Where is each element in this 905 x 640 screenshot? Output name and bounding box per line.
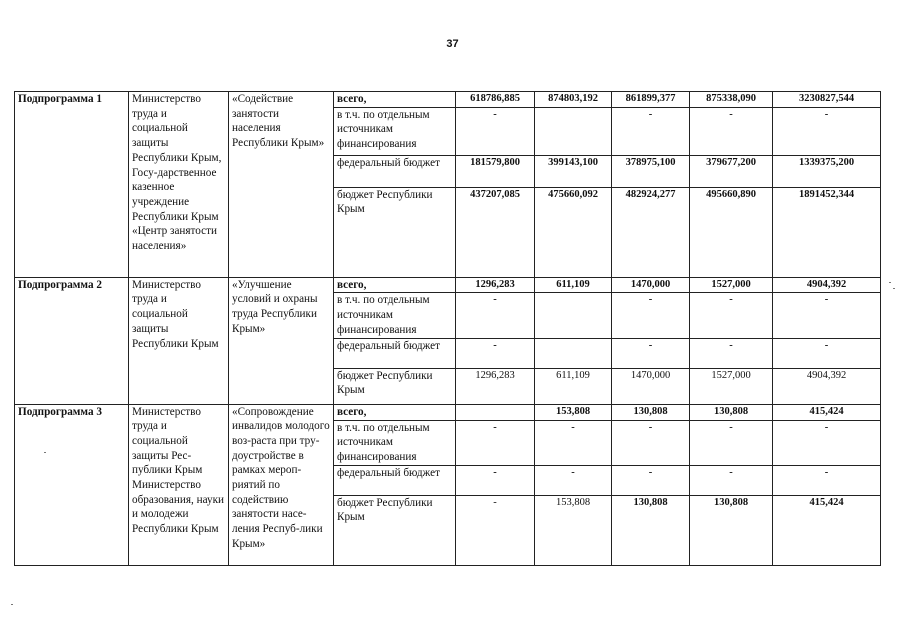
- funding-source: всего,: [334, 277, 456, 293]
- value-cell: 415,424: [773, 495, 881, 565]
- value-cell: 1470,000: [612, 368, 690, 404]
- value-cell: -: [773, 465, 881, 495]
- scan-speck: [11, 604, 13, 605]
- event-name: «Сопровождение инвалидов молодого воз-раста при тру-доустройстве в рамках мероп-риятий по содействию занятости насе-ления Респуб-лики Крым»: [229, 404, 334, 565]
- value-cell: 875338,090: [690, 92, 773, 108]
- value-cell: 611,109: [535, 277, 612, 293]
- value-cell: 1891452,344: [773, 187, 881, 277]
- funding-source: федеральный бюджет: [334, 155, 456, 187]
- value-cell: 1527,000: [690, 368, 773, 404]
- responsible-executor: Министерство труда и социальной защиты Республики Крым, Госу-дарственное казенное учреждение Республики Крым «Центр занятости населения»: [129, 92, 229, 278]
- value-cell: 130,808: [612, 404, 690, 420]
- value-cell: [535, 293, 612, 338]
- value-cell: 618786,885: [456, 92, 535, 108]
- value-cell: 611,109: [535, 368, 612, 404]
- value-cell: 1296,283: [456, 368, 535, 404]
- value-cell: [535, 107, 612, 155]
- value-cell: -: [456, 495, 535, 565]
- value-cell: 181579,800: [456, 155, 535, 187]
- scan-speck: [893, 288, 895, 289]
- value-cell: -: [612, 293, 690, 338]
- value-cell: [535, 338, 612, 368]
- value-cell: -: [690, 420, 773, 465]
- value-cell: 495660,890: [690, 187, 773, 277]
- value-cell: 475660,092: [535, 187, 612, 277]
- budget-table: [14, 91, 881, 566]
- value-cell: -: [773, 338, 881, 368]
- funding-source: бюджет Республики Крым: [334, 187, 456, 277]
- value-cell: -: [456, 420, 535, 465]
- value-cell: 861899,377: [612, 92, 690, 108]
- value-cell: 415,424: [773, 404, 881, 420]
- value-cell: -: [690, 293, 773, 338]
- value-cell: -: [773, 420, 881, 465]
- event-name: «Содействие занятости населения Республики Крым»: [229, 92, 334, 278]
- value-cell: 437207,085: [456, 187, 535, 277]
- responsible-executor: Министерство труда и социальной защиты Рес-публики Крым Министерство образования, науки и молодежи Республики Крым: [129, 404, 229, 565]
- value-cell: 130,808: [690, 404, 773, 420]
- table-row: [15, 277, 881, 293]
- value-cell: 4904,392: [773, 277, 881, 293]
- value-cell: -: [456, 107, 535, 155]
- value-cell: 379677,200: [690, 155, 773, 187]
- value-cell: -: [612, 338, 690, 368]
- value-cell: 4904,392: [773, 368, 881, 404]
- value-cell: -: [773, 293, 881, 338]
- table-row: [15, 404, 881, 420]
- funding-source: в т.ч. по отдельным источникам финансирования: [334, 107, 456, 155]
- responsible-executor: Министерство труда и социальной защиты Республики Крым: [129, 277, 229, 404]
- subprogram-name: Подпрограмма 3: [15, 404, 129, 565]
- scan-speck: [889, 282, 891, 283]
- subprogram-name: Подпрограмма 2: [15, 277, 129, 404]
- value-cell: 1296,283: [456, 277, 535, 293]
- value-cell: 482924,277: [612, 187, 690, 277]
- event-name: «Улучшение условий и охраны труда Республики Крым»: [229, 277, 334, 404]
- funding-source: бюджет Республики Крым: [334, 495, 456, 565]
- value-cell: 130,808: [612, 495, 690, 565]
- value-cell: 1527,000: [690, 277, 773, 293]
- value-cell: -: [535, 420, 612, 465]
- table-row: [15, 92, 881, 108]
- value-cell: -: [690, 107, 773, 155]
- value-cell: -: [456, 465, 535, 495]
- funding-source: федеральный бюджет: [334, 465, 456, 495]
- scan-speck: [44, 452, 46, 453]
- value-cell: -: [690, 465, 773, 495]
- funding-source: бюджет Республики Крым: [334, 368, 456, 404]
- funding-source: всего,: [334, 92, 456, 108]
- funding-source: в т.ч. по отдельным источникам финансирования: [334, 420, 456, 465]
- subprogram-name: Подпрограмма 1: [15, 92, 129, 278]
- value-cell: 1470,000: [612, 277, 690, 293]
- value-cell: 1339375,200: [773, 155, 881, 187]
- value-cell: 874803,192: [535, 92, 612, 108]
- value-cell: -: [612, 465, 690, 495]
- value-cell: -: [690, 338, 773, 368]
- value-cell: -: [612, 107, 690, 155]
- funding-source: в т.ч. по отдельным источникам финансирования: [334, 293, 456, 338]
- value-cell: 153,808: [535, 495, 612, 565]
- funding-source: федеральный бюджет: [334, 338, 456, 368]
- value-cell: 130,808: [690, 495, 773, 565]
- page-number: 37: [446, 38, 459, 50]
- value-cell: 399143,100: [535, 155, 612, 187]
- value-cell: -: [612, 420, 690, 465]
- value-cell: -: [456, 338, 535, 368]
- value-cell: 378975,100: [612, 155, 690, 187]
- value-cell: -: [456, 293, 535, 338]
- funding-source: всего,: [334, 404, 456, 420]
- value-cell: -: [773, 107, 881, 155]
- value-cell: 3230827,544: [773, 92, 881, 108]
- value-cell: -: [535, 465, 612, 495]
- value-cell: 153,808: [535, 404, 612, 420]
- value-cell: [456, 404, 535, 420]
